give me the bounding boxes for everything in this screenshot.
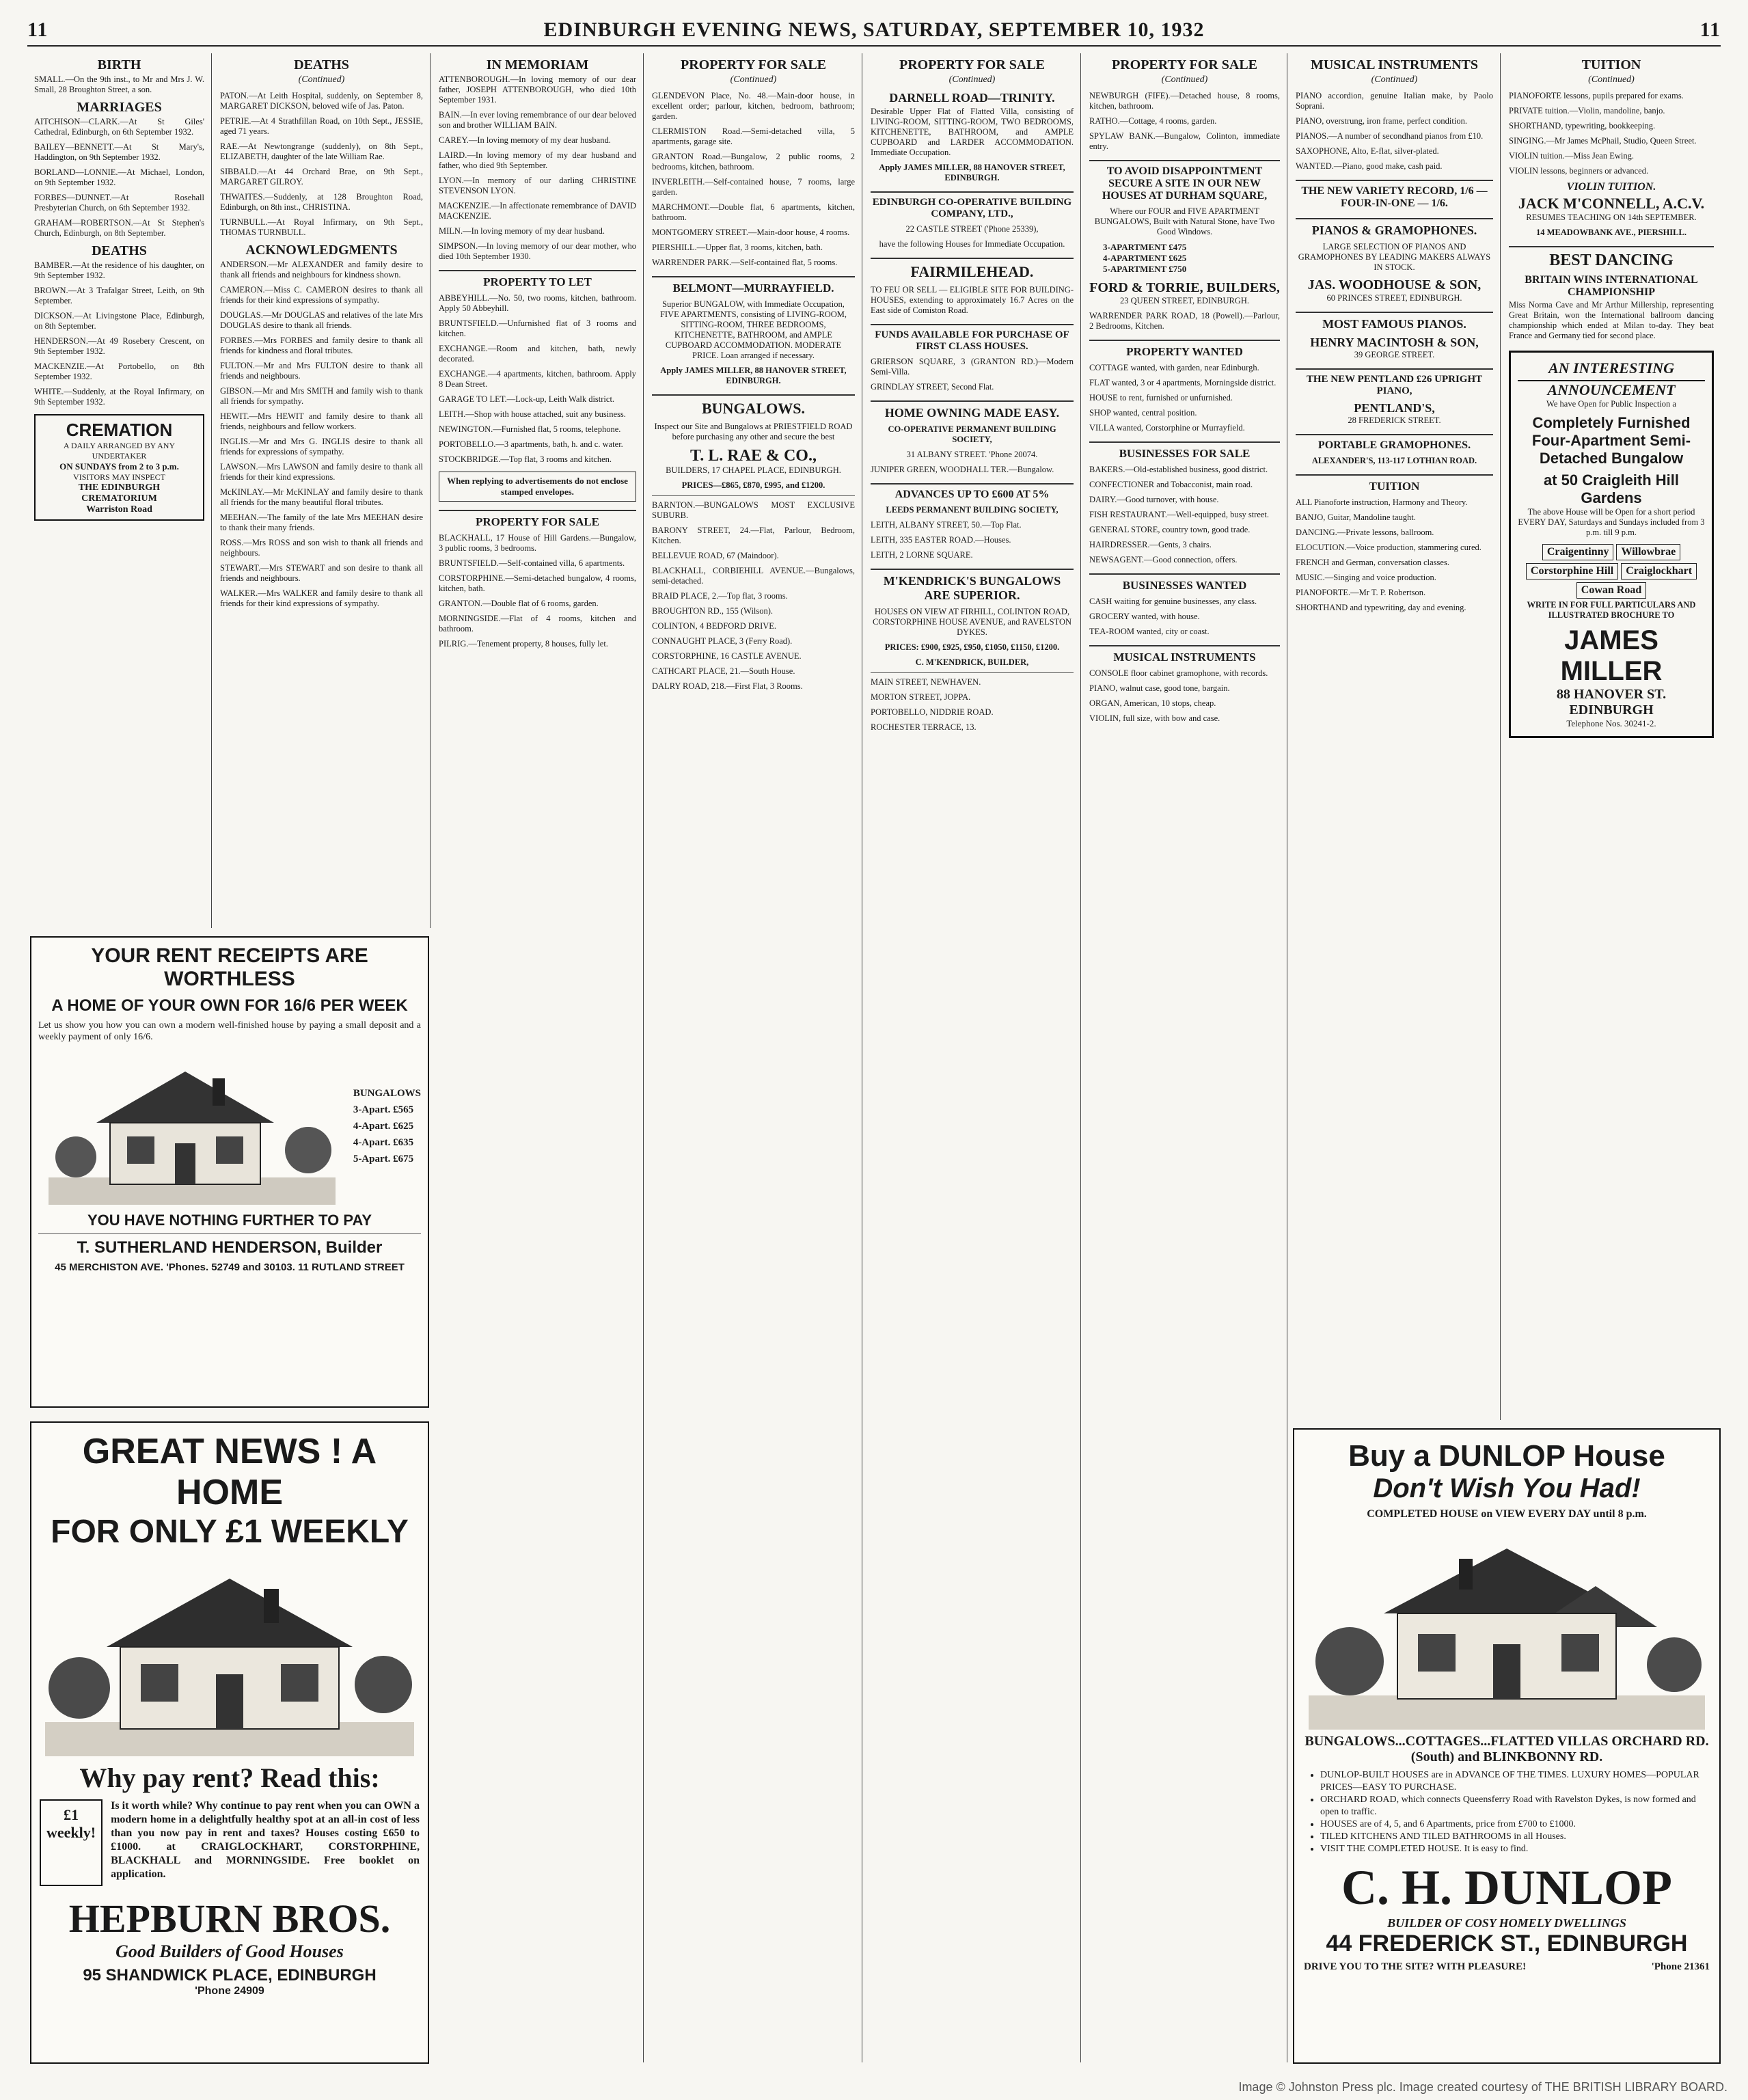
wanted-listing: SHOP wanted, central position. xyxy=(1089,408,1197,418)
tuition-listing: FRENCH and German, conversation classes. xyxy=(1296,558,1449,567)
business-wanted-listing: TEA-ROOM wanted, city or coast. xyxy=(1089,627,1210,636)
jack-mcconnell-name: JACK M'CONNELL, A.C.V. xyxy=(1518,195,1705,212)
for-sale-listing: CATHCART PLACE, 21.—South House. xyxy=(652,666,795,676)
for-sale-listing: MONTGOMERY STREET.—Main-door house, 4 rooms. xyxy=(652,228,850,237)
dunlop-house-advert xyxy=(1293,1428,1721,2064)
alexanders-address: ALEXANDER'S, 113-117 LOTHIAN ROAD. xyxy=(1311,456,1477,465)
dunlop-feature: • HOUSES are of 4, 5, and 6 Apartments, price from £700 to £1000. xyxy=(1320,1818,1710,1831)
memoriam-notice: BAIN.—In ever loving remembrance of our dear beloved son and brother WILLIAM BAIN. xyxy=(439,110,636,130)
for-sale-listing: MORNINGSIDE.—Flat of 4 rooms, kitchen and bathroom. xyxy=(439,614,636,633)
price-3-apartment: 3-APARTMENT £475 xyxy=(1103,242,1187,252)
house-illustration xyxy=(45,1551,414,1756)
instrument-listing: SAXOPHONE, Alto, E-flat, silver-plated. xyxy=(1296,146,1439,156)
announcement-hours: The above House will be Open for a short period EVERY DAY, Saturdays and Sundays included from 3 p.m. till 9 p.m. xyxy=(1518,507,1705,537)
tuition-listing: BANJO, Guitar, Mandoline taught. xyxy=(1296,513,1416,522)
marriage-notice: BORLAND—LONNIE.—At Michael, London, on 9th September 1932. xyxy=(34,167,204,187)
acknowledgment-notice: HEWIT.—Mrs HEWIT and family desire to thank all friends, neighbours and fellow workers. xyxy=(220,411,423,431)
site-name: Corstorphine Hill xyxy=(1526,563,1618,579)
james-miller-phone: Telephone Nos. 30241-2. xyxy=(1566,718,1656,728)
section-heading-musical-instruments: MUSICAL INSTRUMENTS xyxy=(1089,645,1280,664)
page-number-left: 11 xyxy=(27,18,49,41)
cremation-title: CREMATION xyxy=(66,420,173,440)
dunlop-address: 44 FREDERICK ST., EDINBURGH xyxy=(1326,1931,1688,1956)
to-let-listing: GARAGE TO LET.—Lock-up, Leith Walk district. xyxy=(439,394,615,404)
dunlop-phone: 'Phone 21361 xyxy=(1651,1961,1710,1972)
announcement-line1: AN INTERESTING xyxy=(1518,359,1705,381)
continued-label: (Continued) xyxy=(1588,74,1635,85)
ford-torrie-name: FORD & TORRIE, BUILDERS, xyxy=(1089,280,1280,295)
why-pay-rent-heading: Why pay rent? Read this: xyxy=(79,1762,380,1793)
coop-permanent-name: CO-OPERATIVE PERMANENT BUILDING SOCIETY, xyxy=(888,424,1056,444)
best-dancing-heading: BEST DANCING xyxy=(1509,246,1714,270)
tuition-listing: SINGING.—Mr James McPhail, Studio, Queen Street. xyxy=(1509,136,1697,146)
fairmilehead-body: TO FEU OR SELL — ELIGIBLE SITE FOR BUILDING-HOUSES, extending to approximately 16.7 Acres on the East side of Comiston Road. xyxy=(871,285,1074,315)
dunlop-tagline: BUILDER OF COSY HOMELY DWELLINGS xyxy=(1387,1916,1626,1930)
for-sale-listing: NEWBURGH (FIFE).—Detached house, 8 rooms, kitchen, bathroom. xyxy=(1089,91,1280,111)
column-property-for-sale-1 xyxy=(645,53,862,2062)
tuition-listing: DANCING.—Private lessons, ballroom. xyxy=(1296,528,1434,537)
announcement-write-in: WRITE IN FOR FULL PARTICULARS AND ILLUSTRATED BROCHURE TO xyxy=(1527,600,1696,620)
durham-square-prices xyxy=(1089,242,1280,275)
page-masthead xyxy=(27,15,1721,47)
announcement-intro: We have Open for Public Inspection a xyxy=(1546,399,1676,409)
darnell-road-contact: Apply JAMES MILLER, 88 HANOVER STREET, EDINBURGH. xyxy=(879,163,1065,182)
acknowledgment-notice: LAWSON.—Mrs LAWSON and family desire to thank all friends for their kind expressions. xyxy=(220,462,423,482)
death-notice: HENDERSON.—At 49 Rosebery Crescent, on 9th September 1932. xyxy=(34,336,204,356)
for-sale-listing: WARRENDER PARK.—Self-contained flat, 5 rooms. xyxy=(652,258,838,267)
site-name: Craiglockhart xyxy=(1621,563,1697,579)
memoriam-notice: CAREY.—In loving memory of my dear husband. xyxy=(439,135,611,145)
builder-address: 45 MERCHISTON AVE. 'Phones. 52749 and 30103. 11 RUTLAND STREET xyxy=(55,1262,405,1273)
business-wanted-listing: GROCERY wanted, with house. xyxy=(1089,612,1200,621)
for-sale-listing: MORTON STREET, JOPPA. xyxy=(871,692,971,702)
continued-label: (Continued) xyxy=(730,74,777,85)
rent-ad-body: Let us show you how you can own a modern well-finished house by paying a small deposit and a weekly payment of only 16/6. xyxy=(38,1020,421,1042)
site-list xyxy=(1518,543,1705,600)
hepburn-body: Is it worth while? Why continue to pay rent when you can OWN a modern home in a delightfully healthy spot at an all-in cost of less than you now pay in rent and taxes? Houses costing £650 to £1000. at CRAIGLOCKHART, CORSTORPHINE, BLACKHALL and MORNINGSIDE. Free booklet on application. xyxy=(111,1800,420,1880)
cremation-line: A DAILY ARRANGED BY ANY UNDERTAKER xyxy=(63,441,176,461)
mckendrick-prices: PRICES: £900, £925, £950, £1050, £1150, £1200. xyxy=(884,642,1060,652)
instrument-listing: PIANO, walnut case, good tone, bargain. xyxy=(1089,683,1230,693)
memoriam-notice: ATTENBOROUGH.—In loving memory of our dear father, JOSEPH ATTENBOROUGH, who died 10th September 1931. xyxy=(439,74,636,105)
section-heading-marriages: MARRIAGES xyxy=(77,100,162,115)
to-let-listing: BRUNTSFIELD.—Unfurnished flat of 3 rooms and kitchen. xyxy=(439,318,636,338)
instrument-listing: VIOLIN, full size, with bow and case. xyxy=(1089,713,1220,723)
rae-prices: PRICES—£865, £870, £995, and £1200. xyxy=(681,480,825,490)
woodhouse-name: JAS. WOODHOUSE & SON, xyxy=(1307,277,1481,292)
dunlop-feature: • DUNLOP-BUILT HOUSES are in ADVANCE OF THE TIMES. LUXURY HOMES—POPULAR PRICES—EASY TO PURCHASE. xyxy=(1320,1769,1710,1794)
price-list-heading: BUNGALOWS xyxy=(353,1088,421,1099)
for-sale-listing: CONNAUGHT PLACE, 3 (Ferry Road). xyxy=(652,636,793,646)
tuition-listing: PIANOFORTE.—Mr T. P. Robertson. xyxy=(1296,588,1426,597)
pentland-address: 28 FREDERICK STREET. xyxy=(1348,415,1441,425)
tuition-listing: SHORTHAND, typewriting, bookkeeping. xyxy=(1509,121,1656,131)
bungalow-illustration xyxy=(49,1048,336,1205)
wanted-listing: HOUSE to rent, furnished or unfurnished. xyxy=(1089,393,1233,403)
instrument-listing: ORGAN, American, 10 stops, cheap. xyxy=(1089,698,1216,708)
column-musical-instruments-tuition xyxy=(1289,53,1501,1420)
dancing-subheading: BRITAIN WINS INTERNATIONAL CHAMPIONSHIP xyxy=(1525,274,1698,298)
darnell-road-heading: DARNELL ROAD—TRINITY. xyxy=(889,91,1055,105)
rae-builder-name: T. L. RAE & CO., xyxy=(690,447,817,465)
pentland-name: PENTLAND'S, xyxy=(1354,401,1435,415)
for-sale-listing: LEITH, ALBANY STREET, 50.—Top Flat. xyxy=(871,520,1022,530)
dunlop-subheadline: Don't Wish You Had! xyxy=(1373,1473,1641,1503)
belmont-contact: Apply JAMES MILLER, 88 HANOVER STREET, EDINBURGH. xyxy=(660,366,847,385)
business-listing: GENERAL STORE, country town, good trade. xyxy=(1089,525,1251,534)
belmont-heading: BELMONT—MURRAYFIELD. xyxy=(652,276,855,295)
section-heading-birth: BIRTH xyxy=(97,57,141,72)
announcement-address: at 50 Craigleith Hill Gardens xyxy=(1543,472,1680,506)
business-listing: DAIRY.—Good turnover, with house. xyxy=(1089,495,1219,504)
for-sale-listing: GRANTON.—Double flat of 6 rooms, garden. xyxy=(439,599,599,608)
death-notice: WHITE.—Suddenly, at the Royal Infirmary, on 9th September 1932. xyxy=(34,387,204,407)
to-let-listing: ABBEYHILL.—No. 50, two rooms, kitchen, bathroom. Apply 50 Abbeyhill. xyxy=(439,293,636,313)
acknowledgment-notice: GIBSON.—Mr and Mrs SMITH and family wish to thank all friends for sympathy. xyxy=(220,386,423,406)
acknowledgment-notice: MEEHAN.—The family of the late Mrs MEEHAN desire to thank their many friends. xyxy=(220,513,423,532)
pianos-gramophones-heading: PIANOS & GRAMOPHONES. xyxy=(1296,218,1493,238)
for-sale-listing: PILRIG.—Tenement property, 8 houses, fully let. xyxy=(439,639,608,649)
instrument-listing: PIANO accordion, genuine Italian make, by Paolo Soprani. xyxy=(1296,91,1493,111)
hepburn-tagline: Good Builders of Good Houses xyxy=(115,1941,344,1961)
tuition-listing: VIOLIN tuition.—Miss Jean Ewing. xyxy=(1509,151,1634,161)
section-heading-tuition: TUITION xyxy=(1296,474,1493,493)
dunlop-locations: BUNGALOWS...COTTAGES...FLATTED VILLAS ORCHARD RD. (South) and BLINKBONNY RD. xyxy=(1305,1734,1709,1764)
advances-heading: ADVANCES UP TO £600 AT 5% xyxy=(871,483,1074,501)
hepburn-phone: 'Phone 24909 xyxy=(195,1985,264,1997)
belmont-body: Superior BUNGALOW, with Immediate Occupation, FIVE APARTMENTS, consisting of LIVING-ROOM, SITTING-ROOM, THREE BEDROOMS, KITCHENETTE, BATHROOM, and AMPLE CUPBOARD ACCOMMODATION. MODERATE PRICE. Loan arranged if necessary. xyxy=(659,299,847,360)
leeds-society-name: LEEDS PERMANENT BUILDING SOCIETY, xyxy=(886,505,1059,515)
acknowledgment-notice: McKINLAY.—Mr McKINLAY and family desire to thank all friends for the many beautiful floral tributes. xyxy=(220,487,423,507)
james-miller-address: 88 HANOVER ST. EDINBURGH xyxy=(1556,687,1667,718)
column-memoriam-property-to-let xyxy=(432,53,644,2062)
column-births-marriages-deaths xyxy=(27,53,212,928)
column-deaths-acknowledgments xyxy=(213,53,431,928)
most-famous-pianos-heading: MOST FAMOUS PIANOS. xyxy=(1296,312,1493,331)
instrument-listing: WANTED.—Piano, good make, cash paid. xyxy=(1296,161,1443,171)
macintosh-name: HENRY MACINTOSH & SON, xyxy=(1310,336,1479,349)
continued-label: (Continued) xyxy=(1161,74,1208,85)
cremation-line: THE EDINBURGH CREMATORIUM xyxy=(78,482,161,504)
to-let-listing: EXCHANGE.—4 apartments, kitchen, bathroom. Apply 8 Dean Street. xyxy=(439,369,636,389)
to-let-listing: LEITH.—Shop with house attached, suit any business. xyxy=(439,409,626,419)
for-sale-listing: BLACKHALL, CORBIEHILL AVENUE.—Bungalows, semi-detached. xyxy=(652,566,855,586)
section-heading-property-to-let: PROPERTY TO LET xyxy=(439,270,636,289)
funds-available-heading: FUNDS AVAILABLE FOR PURCHASE OF FIRST CLASS HOUSES. xyxy=(871,324,1074,353)
memoriam-notice: MILN.—In loving memory of my dear husband. xyxy=(439,226,605,236)
price-5-apart: 5-Apart. £675 xyxy=(353,1154,414,1164)
price-4-apartment: 4-APARTMENT £625 xyxy=(1103,253,1187,263)
section-heading-deaths: DEATHS xyxy=(92,243,147,258)
for-sale-listing: BARNTON.—BUNGALOWS MOST EXCLUSIVE SUBURB. xyxy=(652,500,855,520)
for-sale-listing: BELLEVUE ROAD, 67 (Maindoor). xyxy=(652,551,779,560)
instrument-listing: CONSOLE floor cabinet gramophone, with records. xyxy=(1089,668,1268,678)
tuition-listing: VIOLIN lessons, beginners or advanced. xyxy=(1509,166,1649,176)
continued-label: (Continued) xyxy=(1371,74,1418,85)
hepburn-address: 95 SHANDWICK PLACE, EDINBURGH xyxy=(83,1966,377,1985)
for-sale-listing: BROUGHTON RD., 155 (Wilson). xyxy=(652,606,774,616)
for-sale-listing: GLENDEVON Place, No. 48.—Main-door house, in excellent order; parlour, kitchen, bedroom, bathroom; garden. xyxy=(652,91,855,121)
dunlop-feature: • VISIT THE COMPLETED HOUSE. It is easy to find. xyxy=(1320,1843,1710,1855)
hepburn-bros-advert xyxy=(30,1421,429,2064)
mckendrick-builder: C. M'KENDRICK, BUILDER, xyxy=(915,657,1029,667)
tuition-listing: PRIVATE tuition.—Violin, mandoline, banjo. xyxy=(1509,106,1665,115)
pentland-piano-heading: THE NEW PENTLAND £26 UPRIGHT PIANO, xyxy=(1296,368,1493,397)
marriage-notice: BAILEY—BENNETT.—At St Mary's, Haddington, on 9th September 1932. xyxy=(34,142,204,162)
violin-tuition-heading: VIOLIN TUITION. xyxy=(1566,181,1656,193)
great-news-line1: GREAT NEWS ! A HOME xyxy=(82,1432,377,1512)
home-owning-heading: HOME OWNING MADE EASY. xyxy=(871,400,1074,420)
to-let-listing: EXCHANGE.—Room and kitchen, bath, newly decorated. xyxy=(439,344,636,364)
site-name: Cowan Road xyxy=(1576,582,1646,599)
page-number-right: 11 xyxy=(1699,18,1721,41)
acknowledgment-notice: ROSS.—Mrs ROSS and son wish to thank all friends and neighbours. xyxy=(220,538,423,558)
marriage-notice: FORBES—DUNNET.—At Rosehall Presbyterian Church, on 6th September 1932. xyxy=(34,193,204,213)
price-5-apartment: 5-APARTMENT £750 xyxy=(1103,264,1187,274)
rent-ad-price-list xyxy=(353,1085,421,1167)
price-4-apart-b: 4-Apart. £635 xyxy=(353,1137,414,1148)
acknowledgment-notice: DOUGLAS.—Mr DOUGLAS and relatives of the late Mrs DOUGLAS desire to thank all friends. xyxy=(220,310,423,330)
dunlop-feature: • ORCHARD ROAD, which connects Queensferry Road with Ravelston Dykes, is now formed and open to traffic. xyxy=(1320,1794,1710,1818)
builder-name: T. SUTHERLAND HENDERSON, Builder xyxy=(77,1238,383,1257)
to-let-listing: PORTOBELLO.—3 apartments, bath, h. and c. water. xyxy=(439,439,623,449)
bungalows-heading: BUNGALOWS. xyxy=(652,394,855,418)
death-notice: BROWN.—At 3 Trafalgar Street, Leith, on 9th September. xyxy=(34,286,204,305)
james-miller-name: JAMES MILLER xyxy=(1560,625,1663,686)
memoriam-notice: LYON.—In memory of our darling CHRISTINE STEVENSON LYON. xyxy=(439,176,636,195)
for-sale-listing: GRANTON Road.—Bungalow, 2 public rooms, 2 bedrooms, kitchen, bathroom. xyxy=(652,152,855,172)
for-sale-listing: CORSTORPHINE.—Semi-detached bungalow, 4 rooms, kitchen, bath. xyxy=(439,573,636,593)
acknowledgment-notice: STEWART.—Mrs STEWART and son desire to thank all friends and neighbours. xyxy=(220,563,423,583)
rae-builder-address: BUILDERS, 17 CHAPEL PLACE, EDINBURGH. xyxy=(666,465,841,475)
section-heading-in-memoriam: IN MEMORIAM xyxy=(486,57,589,72)
mckendrick-heading: M'KENDRICK'S BUNGALOWS ARE SUPERIOR. xyxy=(871,569,1074,603)
instrument-listing: PIANO, overstrung, iron frame, perfect condition. xyxy=(1296,116,1467,126)
for-sale-listing: MARCHMONT.—Double flat, 6 apartments, kitchen, bathroom. xyxy=(652,202,855,222)
for-sale-listing: BRUNTSFIELD.—Self-contained villa, 6 apartments. xyxy=(439,558,625,568)
for-sale-listing: PORTOBELLO, NIDDRIE ROAD. xyxy=(871,707,994,717)
wanted-listing: VILLA wanted, Corstorphine or Murrayfield. xyxy=(1089,423,1245,433)
marriage-notice: AITCHISON—CLARK.—At St Giles' Cathedral, Edinburgh, on 6th September 1932. xyxy=(34,117,204,137)
tuition-listing: PIANOFORTE lessons, pupils prepared for exams. xyxy=(1509,91,1684,100)
birth-notice: SMALL.—On the 9th inst., to Mr and Mrs J. W. Small, 28 Broughton Street, a son. xyxy=(34,74,204,94)
memoriam-notice: LAIRD.—In loving memory of my dear husband and father, who died 9th September. xyxy=(439,150,636,170)
for-sale-listing: BLACKHALL, 17 House of Hill Gardens.—Bungalow, 3 public rooms, 3 bedrooms. xyxy=(439,533,636,553)
memoriam-notice: SIMPSON.—In loving memory of our dear mother, who died 10th September 1930. xyxy=(439,241,636,261)
site-name: Craigentinny xyxy=(1542,544,1614,560)
dunlop-feature: • TILED KITCHENS AND TILED BATHROOMS in all Houses. xyxy=(1320,1831,1710,1843)
bungalows-body: Inspect our Site and Bungalows at PRIESTFIELD ROAD before purchasing any other and secure the best xyxy=(654,422,853,441)
tuition-listing: ALL Pianoforte instruction, Harmony and Theory. xyxy=(1296,497,1468,507)
cremation-line: ON SUNDAYS from 2 to 3 p.m. xyxy=(59,461,179,472)
portable-gramophones-heading: PORTABLE GRAMOPHONES. xyxy=(1296,434,1493,452)
for-sale-listing: GRIERSON SQUARE, 3 (GRANTON RD.)—Modern Semi-Villa. xyxy=(871,357,1074,377)
one-pound-weekly-box: £1 weekly! xyxy=(40,1799,103,1886)
miller-announcement xyxy=(1509,351,1714,738)
coop-building-body: have the following Houses for Immediate Occupation. xyxy=(879,239,1065,249)
macintosh-address: 39 GEORGE STREET. xyxy=(1354,350,1435,359)
price-3-apart: 3-Apart. £565 xyxy=(353,1104,414,1115)
death-notice: PETRIE.—At 4 Strathfillan Road, on 10th Sept., JESSIE, aged 71 years. xyxy=(220,116,423,136)
rent-ad-headline: YOUR RENT RECEIPTS ARE WORTHLESS xyxy=(91,944,368,990)
for-sale-listing: COLINTON, 4 BEDFORD DRIVE. xyxy=(652,621,777,631)
for-sale-listing: DALRY ROAD, 218.—First Flat, 3 Rooms. xyxy=(652,681,803,691)
for-sale-listing: LEITH, 2 LORNE SQUARE. xyxy=(871,550,973,560)
memoriam-notice: MACKENZIE.—In affectionate remembrance of DAVID MACKENZIE. xyxy=(439,201,636,221)
for-sale-listing: CLERMISTON Road.—Semi-detached villa, 5 apartments, garage site. xyxy=(652,126,855,146)
section-heading-property-for-sale: PROPERTY FOR SALE xyxy=(899,57,1046,72)
coop-building-heading: EDINBURGH CO-OPERATIVE BUILDING COMPANY, LTD., xyxy=(871,191,1074,220)
tuition-listing: MUSIC.—Singing and voice production. xyxy=(1296,573,1436,582)
woodhouse-address: 60 PRINCES STREET, EDINBURGH. xyxy=(1326,293,1462,303)
for-sale-listing: BRAID PLACE, 2.—Top flat, 3 rooms. xyxy=(652,591,788,601)
tuition-listing: SHORTHAND and typewriting, day and evening. xyxy=(1296,603,1466,612)
death-notice: RAE.—At Newtongrange (suddenly), on 8th Sept., ELIZABETH, daughter of the late William Rae. xyxy=(220,141,423,161)
dunlop-drive-offer: DRIVE YOU TO THE SITE? WITH PLEASURE! xyxy=(1304,1961,1527,1972)
coop-building-address: 22 CASTLE STREET ('Phone 25339), xyxy=(905,224,1039,234)
announcement-house-type: Completely Furnished Four-Apartment Semi-Detached Bungalow xyxy=(1531,414,1691,467)
continued-label: (Continued) xyxy=(948,74,996,85)
instrument-listing: PIANOS.—A number of secondhand pianos from £10. xyxy=(1296,131,1484,141)
business-listing: NEWSAGENT.—Good connection, offers. xyxy=(1089,555,1238,564)
for-sale-listing: RATHO.—Cottage, 4 rooms, garden. xyxy=(1089,116,1217,126)
dunlop-name: C. H. DUNLOP xyxy=(1341,1860,1672,1915)
section-heading-tuition: TUITION xyxy=(1581,57,1641,72)
for-sale-listing: BARONY STREET, 24.—Flat, Parlour, Bedroom, Kitchen. xyxy=(652,526,855,545)
death-notice: BAMBER.—At the residence of his daughter, on 9th September 1932. xyxy=(34,260,204,280)
dunlop-headline: Buy a DUNLOP House xyxy=(1348,1439,1665,1473)
for-sale-listing: INVERLEITH.—Self-contained house, 7 rooms, large garden. xyxy=(652,177,855,197)
to-let-listing: NEWINGTON.—Furnished flat, 5 rooms, telephone. xyxy=(439,424,621,434)
dunlop-view-hours: COMPLETED HOUSE on VIEW EVERY DAY until 8 p.m. xyxy=(1367,1508,1647,1520)
marriage-notice: GRAHAM—ROBERTSON.—At St Stephen's Church, Edinburgh, on 8th September. xyxy=(34,218,204,238)
business-listing: FISH RESTAURANT.—Well-equipped, busy street. xyxy=(1089,510,1270,519)
cremation-line: Warriston Road xyxy=(86,504,152,515)
column-property-for-sale-2 xyxy=(864,53,1081,2062)
business-listing: BAKERS.—Old-established business, good district. xyxy=(1089,465,1268,474)
cremation-notice xyxy=(34,414,204,521)
section-heading-businesses-for-sale: BUSINESSES FOR SALE xyxy=(1089,441,1280,461)
darnell-road-body: Desirable Upper Flat of Flatted Villa, consisting of LIVING-ROOM, SITTING-ROOM, TWO BEDROOMS, KITCHENETTE, BATHROOM, and AMPLE CUPBOARD and LARDER ACCOMMODATION. Immediate Occupation. xyxy=(871,107,1074,157)
tuition-listing: ELOCUTION.—Voice production, stammering cured. xyxy=(1296,543,1481,552)
variety-record-heading: THE NEW VARIETY RECORD, 1/6 — FOUR-IN-ONE — 1/6. xyxy=(1296,180,1493,210)
death-notice: PATON.—At Leith Hospital, suddenly, on September 8, MARGARET DICKSON, beloved wife of Jas. Paton. xyxy=(220,91,423,111)
section-heading-property-for-sale: PROPERTY FOR SALE xyxy=(439,510,636,529)
coop-permanent-address: 31 ALBANY STREET. 'Phone 20074. xyxy=(906,450,1038,459)
column-tuition-announcements xyxy=(1502,53,1721,1420)
dancing-body: Miss Norma Cave and Mr Arthur Millership, representing Great Britain, won the International ballroom dancing championship which ended at Milan to-day. They beat France and Germany tied for second place. xyxy=(1509,300,1714,340)
mckendrick-body: HOUSES ON VIEW AT FIRHILL, COLINTON ROAD, CORSTORPHINE HOUSE AVENUE, and RAVELSTON DYKES. xyxy=(872,607,1072,637)
section-heading-musical-instruments: MUSICAL INSTRUMENTS xyxy=(1310,57,1479,72)
site-name: Willowbrae xyxy=(1616,544,1680,560)
for-sale-listing: SPYLAW BANK.—Bungalow, Colinton, immediate entry. xyxy=(1089,131,1280,151)
death-notice: THWAITES.—Suddenly, at 128 Broughton Road, Edinburgh, on 8th inst., CHRISTINA. xyxy=(220,192,423,212)
fairmilehead-heading: FAIRMILEHEAD. xyxy=(871,258,1074,281)
for-sale-listing: WARRENDER PARK ROAD, 18 (Powell).—Parlour, 2 Bedrooms, Kitchen. xyxy=(1089,311,1280,331)
jack-mcconnell-address: 14 MEADOWBANK AVE., PIERSHILL. xyxy=(1536,228,1686,237)
dunlop-feature-list xyxy=(1304,1769,1710,1855)
pianos-gramophones-body: LARGE SELECTION OF PIANOS AND GRAMOPHONES BY LEADING MAKERS ALWAYS IN STOCK. xyxy=(1298,242,1491,272)
for-sale-listing: MAIN STREET, NEWHAVEN. xyxy=(871,677,981,687)
business-wanted-listing: CASH waiting for genuine businesses, any class. xyxy=(1089,597,1257,606)
for-sale-listing: JUNIPER GREEN, WOODHALL TER.—Bungalow. xyxy=(871,465,1054,474)
for-sale-listing: ROCHESTER TERRACE, 13. xyxy=(871,722,977,732)
rent-ad-subheadline: A HOME OF YOUR OWN FOR 16/6 PER WEEK xyxy=(51,996,408,1015)
durham-square-body: Where our FOUR and FIVE APARTMENT BUNGALOWS, Built with Natural Stone, have Two Good Windows. xyxy=(1094,206,1275,236)
announcement-line2: ANNOUNCEMENT xyxy=(1547,381,1676,398)
masthead-title: EDINBURGH EVENING NEWS, SATURDAY, SEPTEMBER 10, 1932 xyxy=(543,18,1205,41)
image-credit: Image © Johnston Press plc. Image created courtesy of THE BRITISH LIBRARY BOARD. xyxy=(1238,2080,1727,2094)
acknowledgment-notice: CAMERON.—Miss C. CAMERON desires to thank all friends for their kind expressions of sympathy. xyxy=(220,285,423,305)
to-let-listing: STOCKBRIDGE.—Top flat, 3 rooms and kitchen. xyxy=(439,454,612,464)
avoid-disappointment-heading: TO AVOID DISAPPOINTMENT SECURE A SITE IN OUR NEW HOUSES AT DURHAM SQUARE, xyxy=(1089,160,1280,202)
section-heading-property-for-sale: PROPERTY FOR SALE xyxy=(680,57,827,72)
rent-ad-nothing-further: YOU HAVE NOTHING FURTHER TO PAY xyxy=(87,1212,372,1229)
business-listing: HAIRDRESSER.—Gents, 3 chairs. xyxy=(1089,540,1212,549)
death-notice: TURNBULL.—At Royal Infirmary, on 9th Sept., THOMAS TURNBULL. xyxy=(220,217,423,237)
acknowledgment-notice: FORBES.—Mrs FORBES and family desire to thank all friends for kindness and floral tributes. xyxy=(220,336,423,355)
dunlop-house-illustration xyxy=(1309,1525,1705,1730)
for-sale-listing: GRINDLAY STREET, Second Flat. xyxy=(871,382,994,392)
acknowledgment-notice: WALKER.—Mrs WALKER and family desire to thank all friends for their kind expressions of sympathy. xyxy=(220,588,423,608)
death-notice: DICKSON.—At Livingstone Place, Edinburgh, on 8th September. xyxy=(34,311,204,331)
column-property-wanted-businesses xyxy=(1082,53,1287,2062)
continued-label: (Continued) xyxy=(298,74,345,85)
price-4-apart: 4-Apart. £625 xyxy=(353,1121,414,1132)
cremation-line: VISITORS MAY INSPECT xyxy=(73,472,165,482)
ford-torrie-address: 23 QUEEN STREET, EDINBURGH. xyxy=(1120,296,1249,305)
death-notice: SIBBALD.—At 44 Orchard Brae, on 9th Sept., MARGARET GILROY. xyxy=(220,167,423,187)
for-sale-listing: PIERSHILL.—Upper flat, 3 rooms, kitchen, bath. xyxy=(652,243,823,252)
business-listing: CONFECTIONER and Tobacconist, main road. xyxy=(1089,480,1253,489)
section-heading-acknowledgments: ACKNOWLEDGMENTS xyxy=(245,243,398,258)
section-heading-deaths-continued: DEATHS xyxy=(294,57,349,72)
section-heading-businesses-wanted: BUSINESSES WANTED xyxy=(1089,573,1280,592)
for-sale-listing: LEITH, 335 EASTER ROAD.—Houses. xyxy=(871,535,1011,545)
death-notice: MACKENZIE.—At Portobello, on 8th September 1932. xyxy=(34,362,204,381)
rent-receipts-advert xyxy=(30,936,429,1408)
jack-mcconnell-sub: RESUMES TEACHING ON 14th SEPTEMBER. xyxy=(1526,213,1697,222)
wanted-listing: FLAT wanted, 3 or 4 apartments, Morningside district. xyxy=(1089,378,1276,387)
acknowledgment-notice: ANDERSON.—Mr ALEXANDER and family desire to thank all friends and neighbours for kindness shown. xyxy=(220,260,423,279)
great-news-line2: FOR ONLY £1 WEEKLY xyxy=(51,1514,409,1550)
hepburn-bros-name: HEPBURN BROS. xyxy=(68,1896,391,1941)
reply-notice: When replying to advertisements do not enclose stamped envelopes. xyxy=(439,472,636,502)
section-heading-property-for-sale: PROPERTY FOR SALE xyxy=(1111,57,1258,72)
section-heading-property-wanted: PROPERTY WANTED xyxy=(1089,340,1280,359)
acknowledgment-notice: FULTON.—Mr and Mrs FULTON desire to thank all friends and neighbours. xyxy=(220,361,423,381)
for-sale-listing: CORSTORPHINE, 16 CASTLE AVENUE. xyxy=(652,651,802,661)
acknowledgment-notice: INGLIS.—Mr and Mrs G. INGLIS desire to thank all friends for expressions of sympathy. xyxy=(220,437,423,456)
wanted-listing: COTTAGE wanted, with garden, near Edinburgh. xyxy=(1089,363,1259,372)
